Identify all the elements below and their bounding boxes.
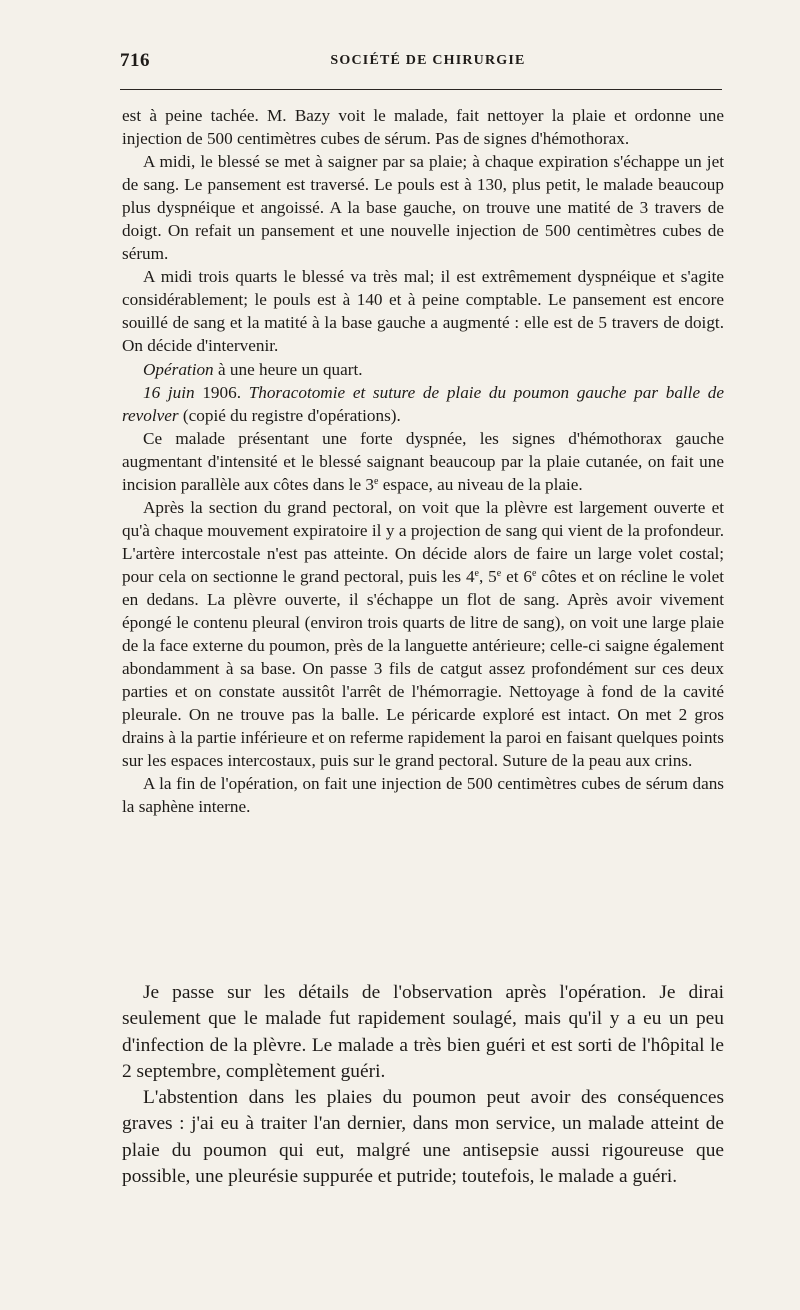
ordinal-superscript: e	[531, 567, 537, 579]
page-number: 716	[120, 50, 150, 71]
paragraph-incision	[122, 427, 724, 496]
paragraph-outcome: Je passe sur les détails de l'observation après l'opération. Je dirai seulement que le malade fut rapidement soulagé, mais qu'il y a eu un peu d'infection de la plèvre. Le malade a très bien guéri et est sorti de l'hôpital le 2 septembre, complètement guéri.	[122, 982, 724, 1082]
paragraph-operation-title	[122, 381, 724, 427]
paragraph-worsening: A midi trois quarts le blessé va très mal; il est extrêmement dyspnéique et s'agite considérablement; le pouls est à 140 et à peine comptable. Le pansement est encore souillé de sang et la matité à la base gauche a augmenté : elle est de 5 travers de doigt. On décide d'intervenir.	[122, 267, 724, 356]
ordinal-superscript: e	[474, 567, 479, 579]
operation-title: Thoracotomie et suture de plaie du poumon gauche par balle de revolver	[122, 382, 725, 425]
operation-date: 16 juin	[143, 382, 195, 402]
procedure-text-d: côtes et on récline le volet en dedans. La plèvre ouverte, il s'échappe un flot de sang. Après avoir vivement épongé le contenu pleural (environ trois quarts de litre de sang), on voit une large plaie de la face externe du poumon, près de la languette antérieure; celle-ci saigne également abondamment à sa base. On passe 3 fils de catgut assez profondément sur ces deux parties et on constate aussitôt l'arrêt de l'hémorragie. Nettoyage à fond de la cavité pleurale. On ne trouve pas la balle. Le péricarde exploré est intact. On met 2 gros drains à la partie inférieure et on referme rapidement la paroi en faisant quelques points sur les espaces intercostaux, puis sur le grand pectoral. Suture de la peau aux crins.	[122, 566, 725, 771]
paragraph-abstention: L'abstention dans les plaies du poumon peut avoir des conséquences graves : j'ai eu à traiter l'an dernier, dans mon service, un malade atteint de plaie du poumon qui eut, malgré une antisepsie aussi rigoureuse que possible, une pleurésie suppurée et putride; toutefois, le malade a guéri.	[122, 1087, 724, 1188]
procedure-text-a: Après la section du grand pectoral, on voit que la plèvre est largement ouverte et qu'à chaque mouvement expiratoire il y a projection de sang qui vient de la profondeur. L'artère intercostale n'est pas atteinte. On décide alors de faire un large volet costal; pour cela on sectionne le grand pectoral, puis les 4	[122, 497, 724, 586]
running-head: SOCIÉTÉ DE CHIRURGIE	[330, 53, 526, 68]
header-rule	[120, 89, 722, 90]
paragraph-continuation: est à peine tachée. M. Bazy voit le malade, fait nettoyer la plaie et ordonne une injection de 500 centimètres cubes de sérum. Pas de signes d'hémothorax.	[122, 106, 724, 149]
paragraph-operation-time	[122, 358, 724, 381]
case-report-section	[122, 104, 724, 818]
paragraph-noon-bleeding: A midi, le blessé se met à saigner par sa plaie; à chaque expiration s'échappe un jet de sang. Le pansement est traversé. Le pouls est à 130, plus petit, le malade beaucoup plus dyspnéique et angoissé. A la base gauche, on trouve une matité de 3 travers de doigt. On refait un pansement et une nouvelle injection de 500 centimètres cubes de sérum.	[122, 152, 724, 264]
procedure-text-c: et 6	[501, 566, 532, 586]
operation-source: (copié du registre d'opérations).	[178, 405, 401, 425]
operation-label: Opération	[143, 359, 214, 379]
paragraph-serum-injection: A la fin de l'opération, on fait une injection de 500 centimètres cubes de sérum dans la saphène interne.	[122, 774, 724, 817]
incision-text-a: Ce malade présentant une forte dyspnée, les signes d'hémothorax gauche augmentant d'intensité et le blessé saignant beaucoup par la plaie cutanée, on fait une incision parallèle aux côtes dans le 3	[122, 428, 724, 494]
paragraph-procedure	[122, 496, 724, 773]
page-header	[120, 50, 725, 74]
incision-text-b: espace, au niveau de la plaie.	[378, 474, 583, 494]
ordinal-superscript: e	[496, 567, 502, 579]
ordinal-superscript: e	[374, 475, 379, 487]
operation-time-text: à une heure un quart.	[213, 359, 363, 379]
operation-year: 1906.	[194, 382, 249, 402]
discussion-section	[122, 980, 724, 1190]
procedure-text-b: , 5	[479, 566, 497, 586]
